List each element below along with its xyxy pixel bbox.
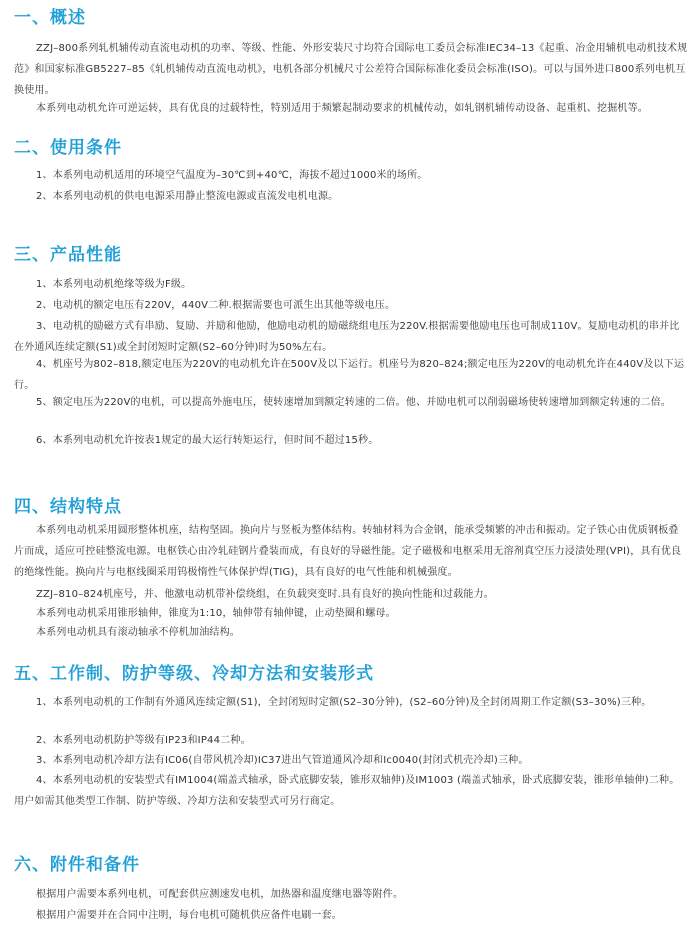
section-paragraph: 1、本系列电动机适用的环境空气温度为–30℃到+40℃，海拔不超过1000米的场所。: [36, 170, 428, 181]
section-paragraph: 根据用户需要并在合同中注明，每台电机可随机供应备件电刷一套。: [36, 910, 342, 921]
section-paragraph: 4、机座号为802–818,额定电压为220V的电动机允许在500V及以下运行。机座号为820–824;额定电压为220V的电动机允许在440V及以下运行。: [14, 359, 685, 391]
section-heading: 三、产品性能: [14, 245, 122, 265]
section-heading: 二、使用条件: [14, 138, 122, 158]
section-paragraph: 2、本系列电动机防护等级有IP23和IP44二种。: [36, 735, 251, 746]
section-paragraph: 根据用户需要本系列电机，可配套供应测速发电机，加热器和温度继电器等附件。: [36, 889, 404, 900]
section-paragraph: ZZJ–810–824机座号，并、他激电动机带补偿绕组，在负载突变时.具有良好的换向性能和过载能力。: [36, 589, 495, 600]
section-paragraph: 本系列电动机采用圆形整体机座，结构坚固。换向片与竖板为整体结构。转轴材料为合金钢，能承受频繁的冲击和振动。定子铁心由优质钢板叠片而成，适应可控硅整流电源。电枢铁心由冷轧硅钢片叠装而成，有良好的导磁性能。定子磁极和电枢采用无溶剂真空压力浸渍处理(VPI)，具有优良的绝缘性能。换向片与电枢线圈采用钨极惰性气体保护焊(TIG)，具有良好的电气性能和机械强度。: [14, 525, 682, 578]
section-paragraph: 1、本系列电动机绝缘等级为F级。: [36, 279, 192, 290]
section-heading: 四、结构特点: [14, 497, 122, 517]
section-paragraph: 2、电动机的额定电压有220V，440V二种.根据需要也可派生出其他等级电压。: [36, 300, 396, 311]
section-heading: 五、工作制、防护等级、冷却方法和安装形式: [14, 664, 374, 684]
section-heading: 一、概述: [14, 8, 86, 28]
section-paragraph: 2、本系列电动机的供电电源采用静止整流电源或直流发电机电源。: [36, 191, 339, 202]
section-paragraph: 本系列电动机具有滚动轴承不停机加油结构。: [36, 627, 240, 638]
section-paragraph: 3、本系列电动机冷却方法有IC06(自带风机冷却)IC37进出气管道通风冷却和Ic0040(封闭式机壳冷却)三种。: [36, 755, 529, 766]
section-heading: 六、附件和备件: [14, 855, 140, 875]
section-paragraph: 1、本系列电动机的工作制有外通风连续定额(S1)，全封闭短时定额(S2–30分钟)，(S2–60分钟)及全封闭周期工作定额(S3–30%)三种。: [36, 697, 652, 708]
section-paragraph: 6、本系列电动机允许按表1规定的最大运行转矩运行，但时间不超过15秒。: [36, 435, 379, 446]
section-paragraph: 5、额定电压为220V的电机，可以提高外施电压，使转速增加到额定转速的二倍。他、并励电机可以削弱磁场使转速增加到额定转速的二倍。: [36, 397, 672, 408]
section-paragraph: 本系列电动机采用锥形轴伸，锥度为1:10，轴伸带有轴伸键，止动垫圈和螺母。: [36, 608, 396, 619]
section-paragraph: 本系列电动机允许可逆运转，具有优良的过载特性，特别适用于频繁起制动要求的机械传动，如轧钢机辅传动设备、起重机、挖掘机等。: [36, 103, 648, 114]
section-paragraph: 3、电动机的励磁方式有串励、复励、并励和他励，他励电动机的励磁绕组电压为220V.根据需要他励电压也可制成110V。复励电动机的串并比在外通风连续定额(S1)或全封闭短时定额(S2–60分钟)时为50%左右。: [14, 321, 680, 353]
section-paragraph: ZZJ–800系列轧机辅传动直流电动机的功率、等级、性能、外形安装尺寸均符合国际电工委员会标准IEC34–13《起重、冶金用辅机电动机技术规范》和国家标准GB5227–85《轧机辅传动直流电动机》，电机各部分机械尺寸公差符合国际标准化委员会标准(ISO)。可以与国外进口800系列电机互换使用。: [14, 43, 688, 96]
section-paragraph: 4、本系列电动机的安装型式有IM1004(端盖式轴承，卧式底脚安装，锥形双轴伸)及IM1003 (端盖式轴承，卧式底脚安装，锥形单轴伸)二种。用户如需其他类型工作制、防护等级、冷却方法和安装型式可另行商定。: [14, 775, 680, 807]
